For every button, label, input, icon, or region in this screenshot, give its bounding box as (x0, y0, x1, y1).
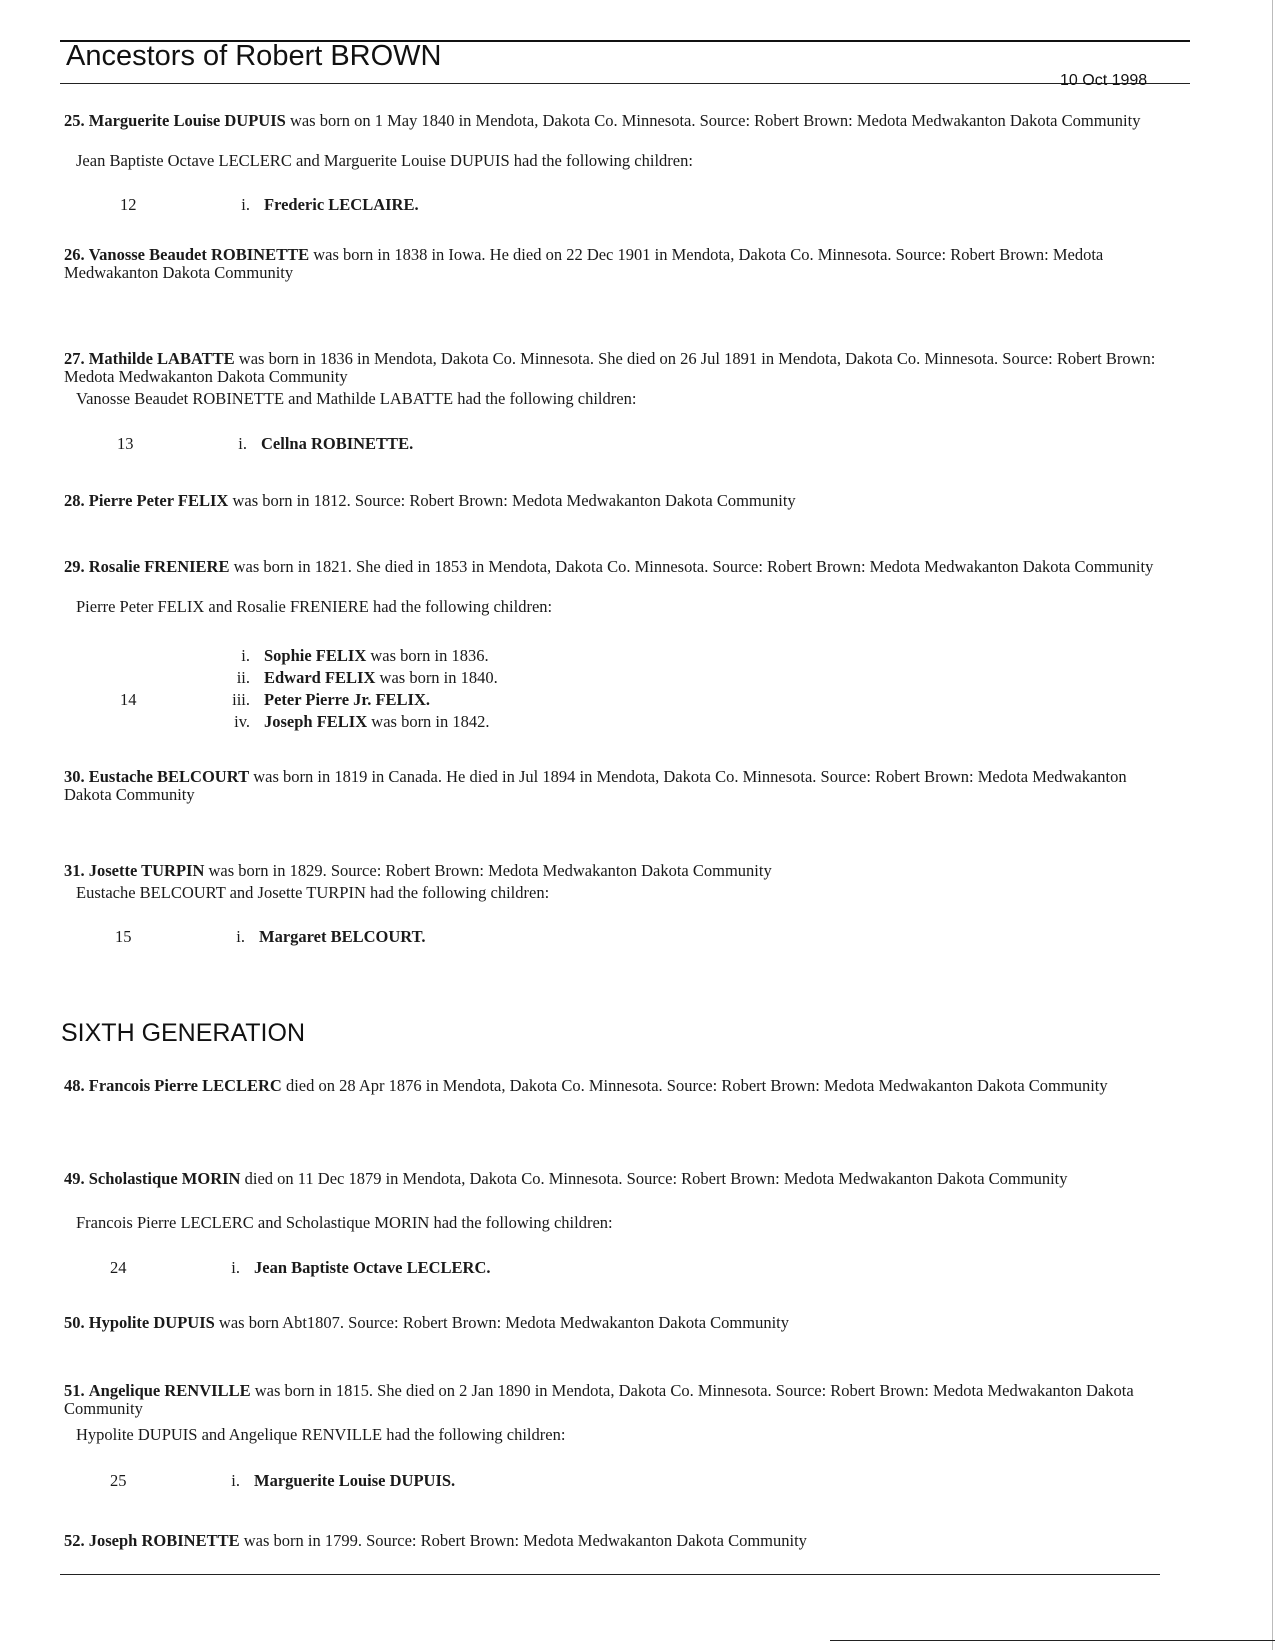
entry-number: 25. (64, 111, 85, 130)
entry-text: was born in 1819 in Canada. He died in Jul 1894 in Mendota, Dakota Co. Minnesota. Source: Robert Brown: Medota Medwakanton Dakota Community (64, 767, 1127, 804)
child-name: Joseph FELIX (264, 712, 368, 731)
child-index: i. (241, 195, 250, 214)
person-name: Francois Pierre LECLERC (88, 1076, 282, 1095)
children-note: Vanosse Beaudet ROBINETTE and Mathilde LABATTE had the following children: (76, 389, 637, 408)
child-detail: was born in 1836. (366, 646, 489, 665)
children-note: Francois Pierre LECLERC and Scholastique MORIN had the following children: (76, 1213, 613, 1232)
entry-number: 50. (64, 1313, 85, 1332)
bottom-rule (60, 1574, 1160, 1575)
section-heading: SIXTH GENERATION (61, 1019, 306, 1047)
child-index: i. (238, 434, 247, 453)
child-name: Margaret BELCOURT. (259, 927, 426, 946)
entry-text: was born Abt1807. Source: Robert Brown: Medota Medwakanton Dakota Community (218, 1313, 790, 1332)
child-index: i. (241, 646, 250, 665)
person-name: Pierre Peter FELIX (88, 491, 229, 510)
entry-28 (64, 492, 1174, 510)
person-name: Marguerite Louise DUPUIS (88, 111, 286, 130)
entry-text: died on 28 Apr 1876 in Mendota, Dakota Co. Minnesota. Source: Robert Brown: Medota Medwakanton Dakota Community (285, 1076, 1108, 1095)
entry-text: was born in 1838 in Iowa. He died on 22 Dec 1901 in Mendota, Dakota Co. Minnesota. Source: Robert Brown: Medota Medwakanton Dakota Community (64, 245, 1104, 282)
entry-30 (64, 768, 1174, 804)
person-name: Rosalie FRENIERE (88, 557, 230, 576)
entry-text: was born in 1821. She died in 1853 in Mendota, Dakota Co. Minnesota. Source: Robert Brown: Medota Medwakanton Dakota Community (233, 557, 1154, 576)
entry-29 (64, 558, 1174, 576)
child-row (110, 1470, 910, 1492)
child-index: iv. (234, 712, 250, 731)
child-row (120, 711, 920, 733)
entry-27 (64, 350, 1174, 386)
child-name: Frederic LECLAIRE. (264, 195, 419, 214)
child-name: Sophie FELIX (264, 646, 367, 665)
generation-ref: 24 (110, 1258, 127, 1277)
child-name: Peter Pierre Jr. FELIX. (264, 690, 431, 709)
child-name: Cellna ROBINETTE. (261, 434, 414, 453)
child-index: i. (231, 1258, 240, 1277)
child-row (120, 689, 920, 711)
child-index: i. (231, 1471, 240, 1490)
person-name: Hypolite DUPUIS (88, 1313, 215, 1332)
entry-52 (64, 1532, 1174, 1550)
entry-text: was born in 1829. Source: Robert Brown: Medota Medwakanton Dakota Community (208, 861, 772, 880)
page-title: Ancestors of Robert BROWN (66, 40, 442, 72)
page-edge (1272, 0, 1273, 1650)
entry-26 (64, 246, 1174, 282)
entry-text: was born in 1812. Source: Robert Brown: Medota Medwakanton Dakota Community (232, 491, 796, 510)
entry-49 (64, 1170, 1174, 1188)
person-name: Joseph ROBINETTE (88, 1531, 240, 1550)
entry-text: was born in 1836 in Mendota, Dakota Co. Minnesota. She died on 26 Jul 1891 in Mendota, Dakota Co. Minnesota. Source: Robert Brown: Medota Medwakanton Dakota Community (64, 349, 1156, 386)
entry-text: was born in 1799. Source: Robert Brown: Medota Medwakanton Dakota Community (243, 1531, 807, 1550)
child-index: ii. (236, 668, 250, 687)
entry-50 (64, 1314, 1174, 1332)
generation-ref: 14 (120, 690, 137, 709)
children-note: Eustache BELCOURT and Josette TURPIN had the following children: (76, 883, 550, 902)
child-row (115, 926, 915, 948)
person-name: Scholastique MORIN (88, 1169, 241, 1188)
entry-number: 27. (64, 349, 85, 368)
title-rule (60, 83, 1190, 84)
entry-48 (64, 1077, 1174, 1095)
child-name: Jean Baptiste Octave LECLERC. (254, 1258, 491, 1277)
entry-number: 51. (64, 1381, 85, 1400)
entry-text: was born in 1815. She died on 2 Jan 1890 in Mendota, Dakota Co. Minnesota. Source: Robert Brown: Medota Medwakanton Dakota Community (64, 1381, 1134, 1418)
entry-number: 29. (64, 557, 85, 576)
entry-number: 49. (64, 1169, 85, 1188)
generation-ref: 13 (117, 434, 134, 453)
generation-ref: 12 (120, 195, 137, 214)
child-row (110, 1257, 910, 1279)
entry-number: 52. (64, 1531, 85, 1550)
person-name: Josette TURPIN (88, 861, 205, 880)
footer-rule (830, 1640, 1275, 1641)
person-name: Vanosse Beaudet ROBINETTE (88, 245, 310, 264)
entry-number: 28. (64, 491, 85, 510)
child-name: Edward FELIX (264, 668, 376, 687)
child-name: Marguerite Louise DUPUIS. (254, 1471, 456, 1490)
child-row (120, 194, 920, 216)
entry-25 (64, 112, 1174, 130)
entry-number: 31. (64, 861, 85, 880)
child-row (120, 645, 920, 667)
child-detail: was born in 1842. (367, 712, 490, 731)
generation-ref: 25 (110, 1471, 127, 1490)
child-row (117, 433, 917, 455)
children-note: Hypolite DUPUIS and Angelique RENVILLE had the following children: (76, 1425, 566, 1444)
entry-text: died on 11 Dec 1879 in Mendota, Dakota Co. Minnesota. Source: Robert Brown: Medota Medwakanton Dakota Community (244, 1169, 1068, 1188)
entry-text: was born on 1 May 1840 in Mendota, Dakota Co. Minnesota. Source: Robert Brown: Medota Medwakanton Dakota Community (289, 111, 1141, 130)
child-detail: was born in 1840. (375, 668, 498, 687)
person-name: Mathilde LABATTE (88, 349, 235, 368)
children-note: Jean Baptiste Octave LECLERC and Marguerite Louise DUPUIS had the following children: (76, 151, 693, 170)
person-name: Eustache BELCOURT (88, 767, 250, 786)
child-index: i. (236, 927, 245, 946)
entry-number: 26. (64, 245, 85, 264)
child-index: iii. (232, 690, 250, 709)
entry-51 (64, 1382, 1174, 1418)
report-date: 10 Oct 1998 (1060, 72, 1148, 89)
entry-number: 48. (64, 1076, 85, 1095)
entry-31 (64, 862, 1174, 880)
person-name: Angelique RENVILLE (88, 1381, 251, 1400)
children-note: Pierre Peter FELIX and Rosalie FRENIERE had the following children: (76, 597, 553, 616)
entry-number: 30. (64, 767, 85, 786)
generation-ref: 15 (115, 927, 132, 946)
child-row (120, 667, 920, 689)
